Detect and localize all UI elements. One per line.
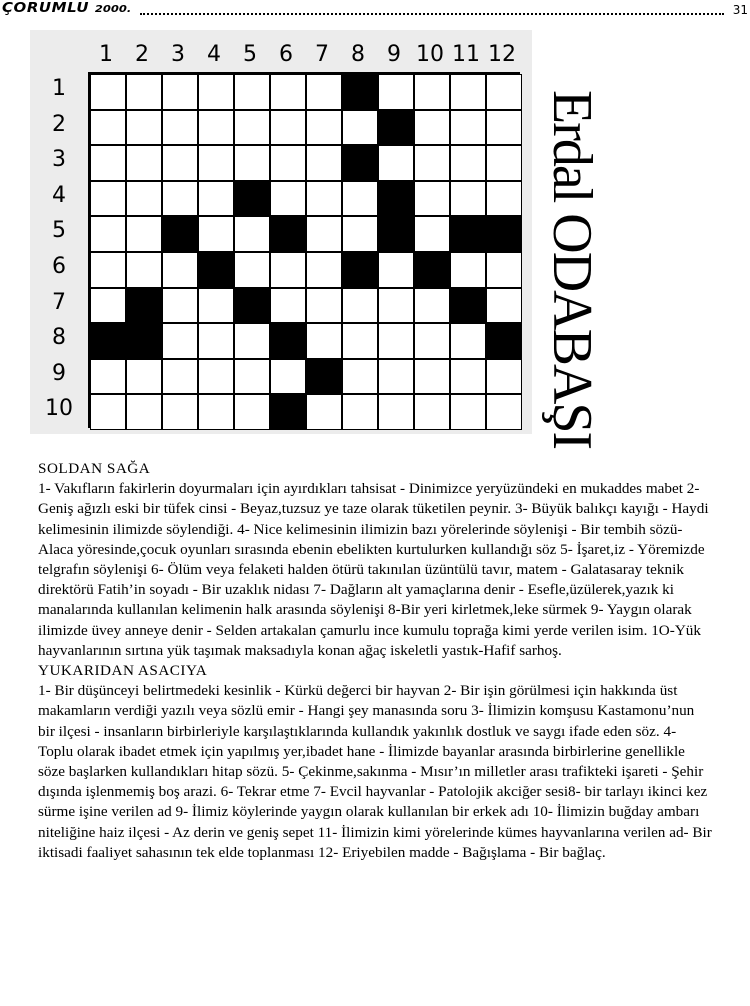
white-cell[interactable]: [90, 74, 126, 110]
white-cell[interactable]: [306, 110, 342, 146]
white-cell[interactable]: [450, 394, 486, 430]
row-number: 10: [45, 396, 73, 422]
white-cell[interactable]: [450, 145, 486, 181]
white-cell[interactable]: [378, 288, 414, 324]
white-cell[interactable]: [414, 394, 450, 430]
white-cell[interactable]: [198, 216, 234, 252]
white-cell[interactable]: [342, 323, 378, 359]
black-cell: [270, 394, 306, 430]
white-cell[interactable]: [306, 252, 342, 288]
column-number: 4: [207, 42, 221, 67]
white-cell[interactable]: [126, 394, 162, 430]
white-cell[interactable]: [126, 110, 162, 146]
white-cell[interactable]: [162, 394, 198, 430]
row-number: 3: [52, 147, 66, 173]
white-cell[interactable]: [378, 145, 414, 181]
white-cell[interactable]: [450, 323, 486, 359]
column-number: 5: [243, 42, 257, 67]
white-cell[interactable]: [486, 394, 522, 430]
white-cell[interactable]: [414, 74, 450, 110]
column-number: 2: [135, 42, 149, 67]
black-cell: [90, 323, 126, 359]
row-number: 5: [52, 218, 66, 244]
white-cell[interactable]: [90, 145, 126, 181]
white-cell[interactable]: [198, 110, 234, 146]
black-cell: [342, 145, 378, 181]
white-cell[interactable]: [450, 359, 486, 395]
white-cell[interactable]: [486, 359, 522, 395]
black-cell: [126, 288, 162, 324]
white-cell[interactable]: [378, 323, 414, 359]
white-cell[interactable]: [90, 288, 126, 324]
column-number: 7: [315, 42, 329, 67]
white-cell[interactable]: [342, 216, 378, 252]
crossword-puzzle: [30, 30, 532, 434]
down-heading: YUKARIDAN ASACIYA: [38, 662, 208, 680]
logo-text: ÇORUMLU: [2, 1, 90, 16]
white-cell[interactable]: [234, 110, 270, 146]
white-cell[interactable]: [342, 110, 378, 146]
white-cell[interactable]: [270, 145, 306, 181]
white-cell[interactable]: [198, 145, 234, 181]
white-cell[interactable]: [486, 110, 522, 146]
logo-year: 2000.: [94, 4, 132, 15]
white-cell[interactable]: [162, 252, 198, 288]
black-cell: [450, 288, 486, 324]
white-cell[interactable]: [270, 110, 306, 146]
white-cell[interactable]: [342, 359, 378, 395]
white-cell[interactable]: [414, 216, 450, 252]
white-cell[interactable]: [198, 181, 234, 217]
black-cell: [162, 216, 198, 252]
white-cell[interactable]: [414, 288, 450, 324]
white-cell[interactable]: [162, 323, 198, 359]
column-number: 3: [171, 42, 185, 67]
white-cell[interactable]: [162, 288, 198, 324]
white-cell[interactable]: [234, 394, 270, 430]
white-cell[interactable]: [306, 145, 342, 181]
white-cell[interactable]: [270, 252, 306, 288]
white-cell[interactable]: [378, 252, 414, 288]
white-cell[interactable]: [90, 181, 126, 217]
row-number: 4: [52, 182, 66, 208]
white-cell[interactable]: [486, 288, 522, 324]
column-number: 9: [387, 42, 401, 67]
white-cell[interactable]: [306, 216, 342, 252]
white-cell[interactable]: [270, 74, 306, 110]
row-number: 6: [52, 254, 66, 279]
white-cell[interactable]: [414, 145, 450, 181]
black-cell: [270, 323, 306, 359]
white-cell[interactable]: [378, 74, 414, 110]
black-cell: [486, 323, 522, 359]
white-cell[interactable]: [126, 252, 162, 288]
white-cell[interactable]: [378, 394, 414, 430]
white-cell[interactable]: [198, 74, 234, 110]
column-number: 1: [99, 42, 113, 67]
black-cell: [378, 216, 414, 252]
white-cell[interactable]: [342, 394, 378, 430]
crossword-grid: [88, 72, 520, 428]
white-cell[interactable]: [450, 252, 486, 288]
white-cell[interactable]: [450, 181, 486, 217]
across-heading: SOLDAN SAĞA: [38, 460, 151, 477]
white-cell[interactable]: [306, 394, 342, 430]
white-cell[interactable]: [234, 216, 270, 252]
white-cell[interactable]: [450, 110, 486, 146]
white-cell[interactable]: [342, 288, 378, 324]
black-cell: [126, 323, 162, 359]
black-cell: [234, 288, 270, 324]
white-cell[interactable]: [486, 145, 522, 181]
row-number: 1: [52, 76, 66, 101]
white-cell[interactable]: [414, 323, 450, 359]
white-cell[interactable]: [342, 181, 378, 217]
page-header: [0, 0, 750, 22]
black-cell: [234, 181, 270, 217]
white-cell[interactable]: [126, 216, 162, 252]
white-cell[interactable]: [126, 145, 162, 181]
white-cell[interactable]: [234, 359, 270, 395]
white-cell[interactable]: [486, 252, 522, 288]
white-cell[interactable]: [198, 394, 234, 430]
author-name: Erdal ODABAŞI: [541, 90, 603, 449]
black-cell: [378, 110, 414, 146]
white-cell[interactable]: [270, 181, 306, 217]
white-cell[interactable]: [378, 359, 414, 395]
white-cell[interactable]: [486, 181, 522, 217]
black-cell: [342, 252, 378, 288]
white-cell[interactable]: [90, 252, 126, 288]
white-cell[interactable]: [198, 359, 234, 395]
white-cell[interactable]: [126, 74, 162, 110]
white-cell[interactable]: [198, 288, 234, 324]
row-number: 9: [52, 360, 66, 386]
white-cell[interactable]: [90, 110, 126, 146]
across-clues: 1- Vakıfların fakirlerin doyurmaları için ayırdıkları tahsisat - Dinimizce yeryüzündeki en mukaddes mabet 2- Geniş ağızlı eski bir tüfek cinsi - Beyaz,tuzsuz ye taze olarak tüketilen peynir. 3- Büyük balıkçı kayığı - Haydi kelimesinin ilimizde söylendiği. 4- Nice kelimesinin ilimizin bazı yörelerinde söylenişi - Bir tembih sözü-Alaca yöresinde,çocuk oyunları sırasında ebenin ebelikten kurtulurken kullandığı söz 5- İşaret,iz - Yöremizde telgrafın söylenişi 6- Ölüm veya felaketi halden ötürü takınılan üzüntülü tavır, matem - Galatasaray teknik direktörü Fatih’in soyadı - Bir uzaklık nidası 7- Dağların alt yamaçlarına denir - Esefle,üzülerek,yazık ki manalarında kullanılan kelimenin halk arasında söylenişi 8-Bir yeri kirletmek,leke sürmek 9- Yaygın olarak ilimizde üvey anneye denir - Selden artakalan çamurlu ince kumulu toprağa kimi yerde verilen isim. 1O-Yük hayvanlarının sırtına yük taşımak maksadıyla konan ağaç iskeletli yastık-Hafif sarhoş.: [38, 480, 709, 659]
row-number: 7: [52, 289, 66, 315]
black-cell: [198, 252, 234, 288]
column-number: 10: [416, 42, 444, 67]
magazine-logo: [2, 1, 131, 16]
white-cell[interactable]: [306, 288, 342, 324]
white-cell[interactable]: [90, 216, 126, 252]
white-cell[interactable]: [234, 145, 270, 181]
white-cell[interactable]: [306, 74, 342, 110]
white-cell[interactable]: [450, 74, 486, 110]
white-cell[interactable]: [270, 359, 306, 395]
column-number: 12: [488, 42, 516, 67]
black-cell: [270, 216, 306, 252]
black-cell: [414, 252, 450, 288]
white-cell[interactable]: [234, 74, 270, 110]
column-number: 6: [279, 42, 293, 67]
white-cell[interactable]: [234, 252, 270, 288]
white-cell[interactable]: [162, 74, 198, 110]
white-cell[interactable]: [414, 181, 450, 217]
white-cell[interactable]: [126, 359, 162, 395]
black-cell: [450, 216, 486, 252]
white-cell[interactable]: [306, 181, 342, 217]
author-name-vertical: [541, 90, 640, 449]
black-cell: [342, 74, 378, 110]
white-cell[interactable]: [198, 323, 234, 359]
white-cell[interactable]: [234, 323, 270, 359]
column-number: 8: [351, 42, 365, 67]
white-cell[interactable]: [126, 181, 162, 217]
white-cell[interactable]: [162, 181, 198, 217]
column-number: 11: [452, 42, 480, 67]
white-cell[interactable]: [414, 110, 450, 146]
dotted-leader: [140, 13, 724, 15]
white-cell[interactable]: [162, 359, 198, 395]
black-cell: [306, 359, 342, 395]
white-cell[interactable]: [306, 323, 342, 359]
white-cell[interactable]: [486, 74, 522, 110]
black-cell: [486, 216, 522, 252]
white-cell[interactable]: [90, 359, 126, 395]
white-cell[interactable]: [90, 394, 126, 430]
row-number: 8: [52, 325, 66, 351]
black-cell: [378, 181, 414, 217]
row-number: 2: [52, 111, 66, 137]
page-number: 31: [732, 3, 748, 17]
white-cell[interactable]: [162, 110, 198, 146]
white-cell[interactable]: [162, 145, 198, 181]
clues-text: [38, 459, 714, 863]
white-cell[interactable]: [414, 359, 450, 395]
white-cell[interactable]: [270, 288, 306, 324]
down-clues: 1- Bir düşünceyi belirtmedeki kesinlik - Kürkü değerci bir hayvan 2- Bir işin görülmesi için hakkında üst makamların verdiği yazılı veya sözlü emir - Hangi şey manasında soru 3- İlimizin komşusu Kastamonu’nun bir ilçesi - insanların birbirleriyle karşılaştıklarında kullandık yakınlık dostluk ve saygı ifade eden söz. 4- Toplu olarak ibadet etmek için yapılmış yer,ibadet hane - İlimizde bayanlar arasında birbirlerine genellikle söze başlarken kullandıkları hitap sözü. 5- Çekinme,sakınma - Mısır’ın milletler arası trafikteki işareti - Şehir dışında işlenmemiş boş arazi. 6- Tekrar etme 7- Evcil hayvanlar - Patolojik akciğer sesi8- bir tarlayı ikinci kez sürme işine verilen ad 9- İlimiz köylerinde yaygın olarak kullanılan bir erkek adı 10- İlimizin buğday ambarı niteliğine haiz ilçesi - Az derin ve geniş sepet 11- İlimizin kimi yörelerinde kümes hayvanlarına verilen ad- Bir iktisadi faaliyet sahasının tek elde toplanması 12- Eriyebilen madde - Bağışlama - Bir bağlaç.: [38, 682, 712, 861]
